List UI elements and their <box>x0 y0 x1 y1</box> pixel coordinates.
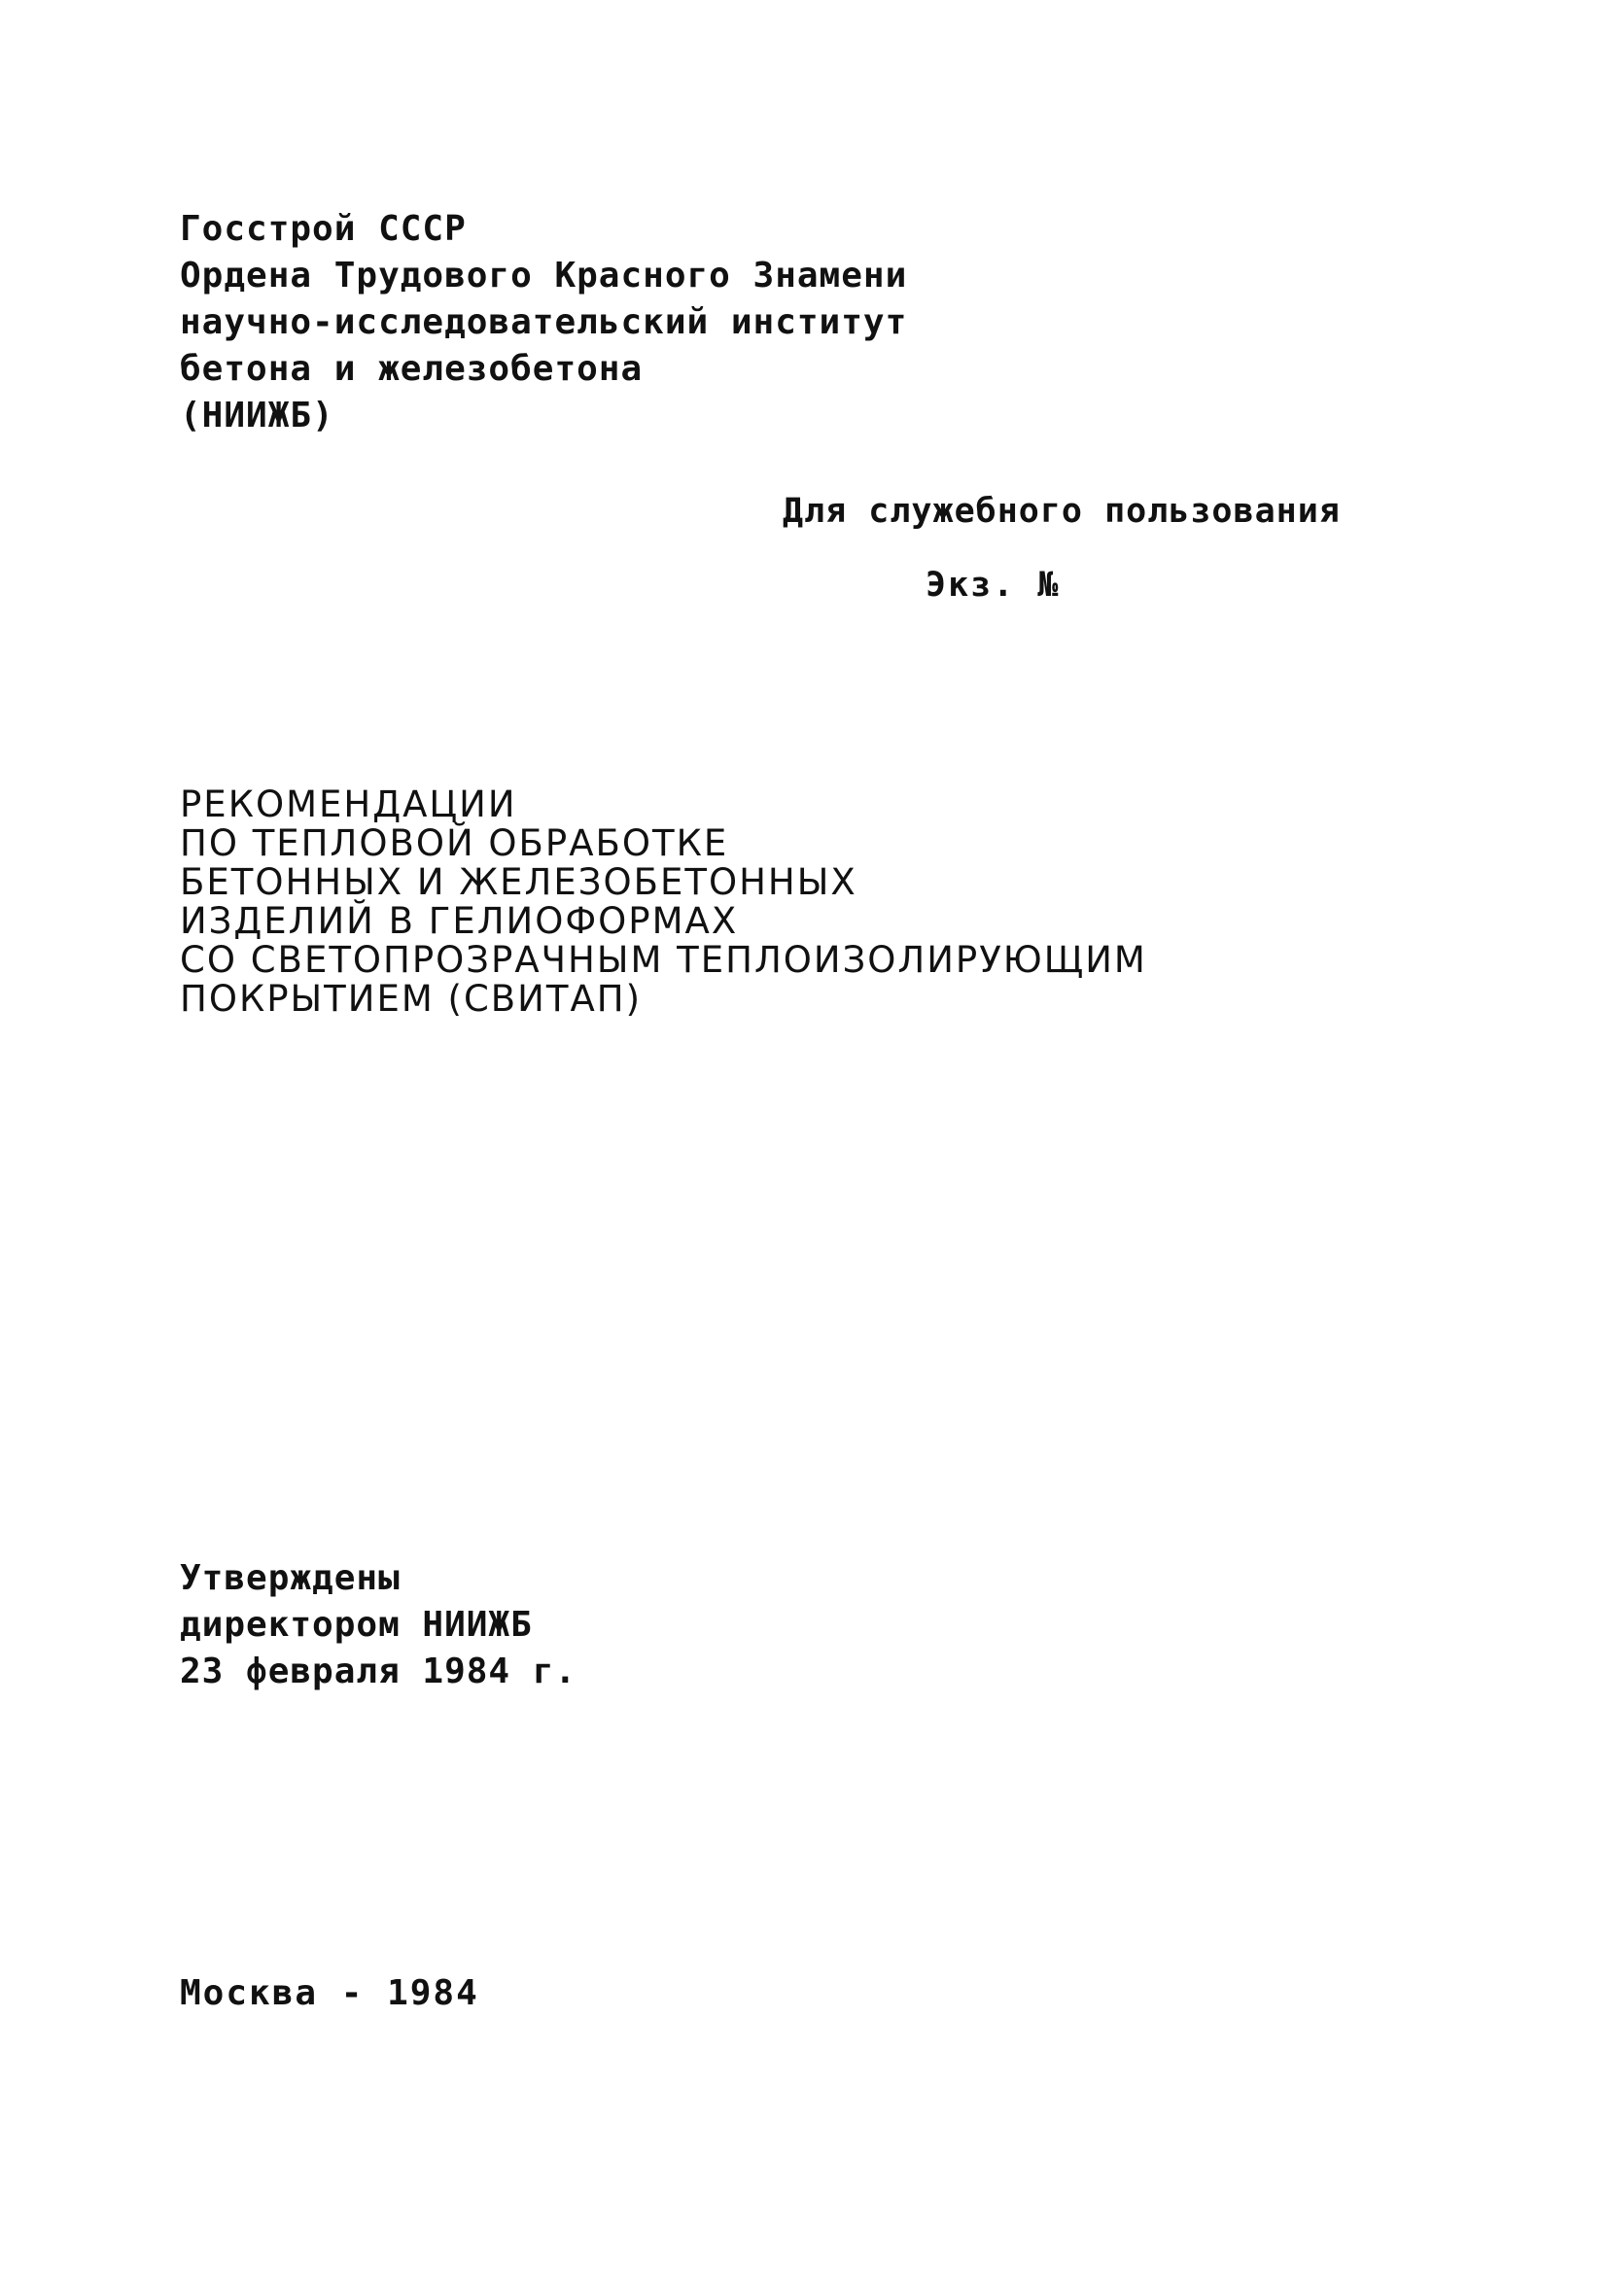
approval-statement <box>180 1555 577 1695</box>
header-line-ministry: Госстрой СССР <box>180 209 467 249</box>
header-line-institute-type: научно-исследовательский институт <box>180 302 908 342</box>
title-line: СО СВЕТОПРОЗРАЧНЫМ ТЕПЛОИЗОЛИРУЮЩИМ <box>180 939 1147 981</box>
approval-date: 23 февраля 1984 г. <box>180 1652 577 1691</box>
copy-number-label: Экз. № <box>926 566 1061 605</box>
approval-line: директором НИИЖБ <box>180 1605 533 1645</box>
organization-header <box>180 206 907 439</box>
city-year-imprint: Москва - 1984 <box>180 1973 479 2013</box>
approval-line: Утверждены <box>180 1558 401 1598</box>
restriction-notice: Для служебного пользования <box>783 492 1341 531</box>
title-line: БЕТОННЫХ И ЖЕЛЕЗОБЕТОННЫХ <box>180 861 857 903</box>
header-line-institute-field: бетона и железобетона <box>180 349 644 389</box>
title-line: ПОКРЫТИЕМ (СВИТАП) <box>180 978 643 1020</box>
title-line: РЕКОМЕНДАЦИИ <box>180 783 517 825</box>
header-line-order: Ордена Трудового Красного Знамени <box>180 256 908 296</box>
document-title <box>180 785 1147 1019</box>
title-line: ПО ТЕПЛОВОЙ ОБРАБОТКЕ <box>180 822 729 864</box>
title-line: ИЗДЕЛИЙ В ГЕЛИОФОРМАХ <box>180 900 739 942</box>
header-line-abbreviation: (НИИЖБ) <box>180 396 334 435</box>
